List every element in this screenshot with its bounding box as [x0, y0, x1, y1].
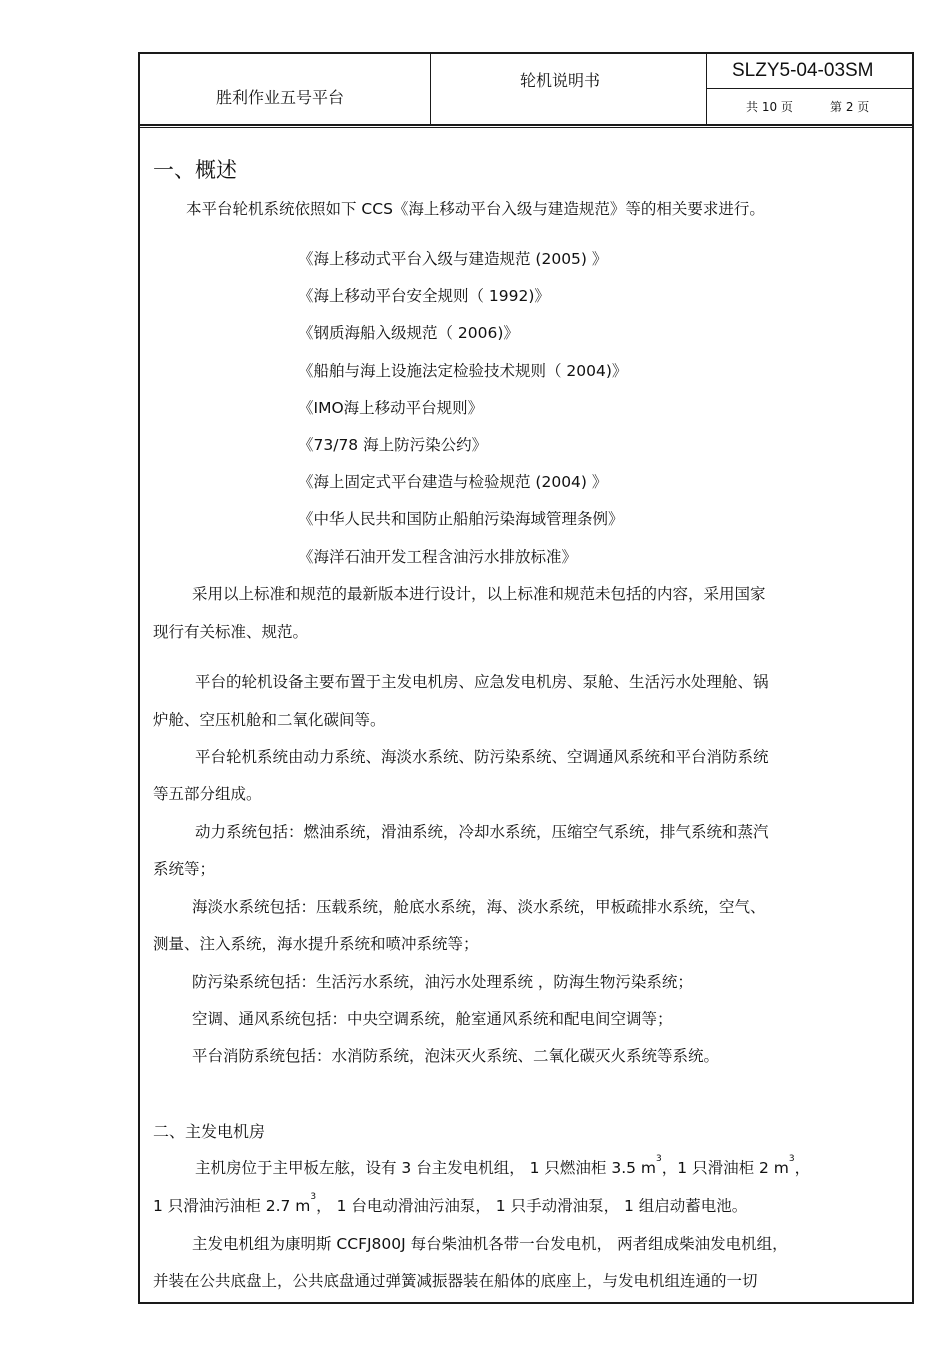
superscript: 3: [656, 1154, 662, 1164]
standard-item: 《73/78 海上防污染公约》: [298, 436, 488, 454]
standard-item: 《船舶与海上设施法定检验技术规则（ 2004)》: [298, 362, 628, 380]
page-total: 共 10 页: [746, 100, 793, 114]
paragraph-line: 采用以上标准和规范的最新版本进行设计，以上标准和规范未包括的内容，采用国家: [192, 585, 766, 603]
text-run: ，: [794, 1159, 811, 1177]
document-title: 轮机说明书: [520, 71, 601, 90]
paragraph-line: 测量、注入系统，海水提升系统和喷冲系统等；: [153, 935, 479, 953]
paragraph-line: 平台消防系统包括：水消防系统，泡沫灭火系统、二氧化碳灭火系统等系统。: [192, 1047, 720, 1065]
platform-name: 胜利作业五号平台: [216, 88, 345, 107]
paragraph-line: 防污染系统包括：生活污水系统，油污水处理系统 ，防海生物污染系统；: [192, 973, 693, 991]
intro-paragraph: 本平台轮机系统依照如下 CCS《海上移动平台入级与建造规范》等的相关要求进行。: [186, 200, 765, 218]
superscript: 3: [788, 1154, 795, 1164]
standard-item: 《海上固定式平台建造与检验规范 (2004) 》: [298, 473, 608, 491]
paragraph-line: 海淡水系统包括：压载系统，舱底水系统，海、淡水系统，甲板疏排水系统，空气、: [192, 898, 766, 916]
header-bottom-rule: [138, 124, 914, 126]
standard-item: 《海上移动式平台入级与建造规范 (2005) 》: [298, 250, 608, 268]
paragraph-line: 现行有关标准、规范。: [153, 623, 309, 641]
section-heading-main-generator-room: 二、主发电机房: [153, 1122, 266, 1141]
paragraph-line: 动力系统包括：燃油系统，滑油系统，冷却水系统，压缩空气系统，排气系统和蒸汽: [195, 823, 769, 841]
paragraph-line: 炉舱、空压机舱和二氧化碳间等。: [153, 711, 386, 729]
paragraph-line: 等五部分组成。: [153, 785, 262, 803]
header-divider-2: [706, 52, 707, 126]
superscript: 3: [310, 1192, 317, 1202]
standard-item: 《海上移动平台安全规则（ 1992)》: [298, 287, 550, 305]
section-heading-overview: 一、概述: [153, 158, 237, 182]
paragraph-line: 主发电机组为康明斯 CCFJ800J 每台柴油机各带一台发电机， 两者组成柴油发电机组，: [192, 1235, 788, 1253]
paragraph-line: 平台的轮机设备主要布置于主发电机房、应急发电机房、泵舱、生活污水处理舱、锅: [195, 673, 769, 691]
text-run: ，1 只滑油柜 2 m: [661, 1159, 789, 1177]
page-current: 第 2 页: [830, 100, 870, 114]
paragraph-line: [195, 1156, 810, 1178]
text-run: 主机房位于主甲板左舷，设有 3 台主发电机组， 1 只燃油柜 3.5 m: [195, 1159, 657, 1177]
standard-item: 《海洋石油开发工程含油污水排放标准》: [298, 548, 578, 566]
paragraph-line: [153, 1194, 747, 1216]
standard-item: 《中华人民共和国防止船舶污染海域管理条例》: [298, 510, 624, 528]
document-code: SLZY5-04-03SM: [732, 60, 874, 81]
paragraph-line: 系统等；: [153, 860, 216, 878]
standard-item: 《IMO海上移动平台规则》: [298, 399, 484, 417]
text-run: 1 只滑油污油柜 2.7 m: [153, 1197, 311, 1215]
header-bottom-rule-double: [138, 127, 914, 128]
text-run: ， 1 台电动滑油污油泵， 1 只手动滑油泵， 1 组启动蓄电池。: [316, 1197, 748, 1215]
header-code-rule: [706, 88, 914, 89]
standard-item: 《钢质海船入级规范（ 2006)》: [298, 324, 519, 342]
header-divider-1: [430, 52, 431, 126]
paragraph-line: 空调、通风系统包括：中央空调系统，舱室通风系统和配电间空调等；: [192, 1010, 673, 1028]
paragraph-line: 并装在公共底盘上，公共底盘通过弹簧减振器装在船体的底座上，与发电机组连通的一切: [153, 1272, 758, 1290]
paragraph-line: 平台轮机系统由动力系统、海淡水系统、防污染系统、空调通风系统和平台消防系统: [195, 748, 769, 766]
